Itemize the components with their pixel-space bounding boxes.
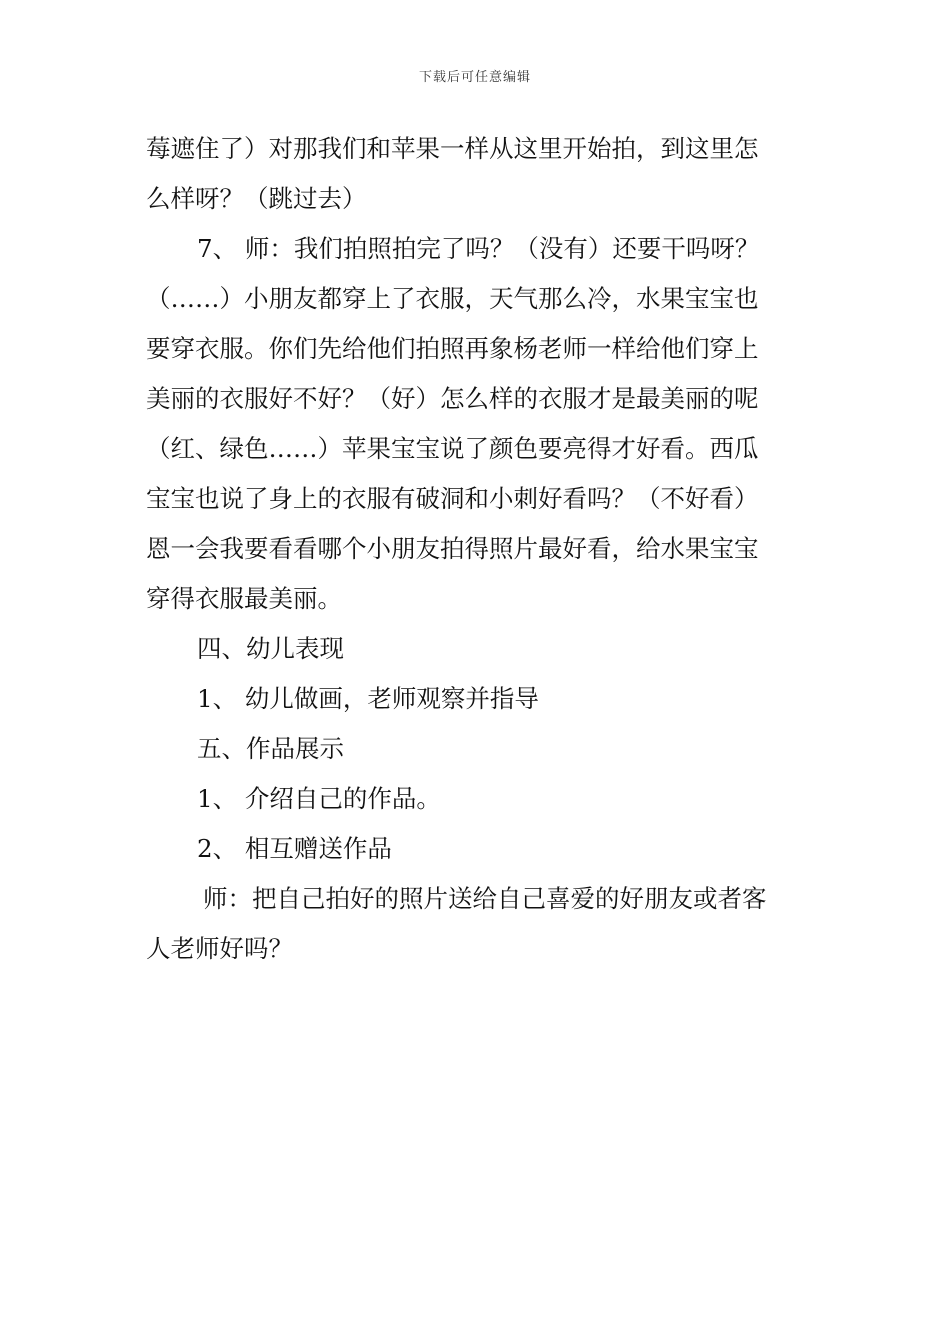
- paragraph-line: 恩一会我要看看哪个小朋友拍得照片最好看，给水果宝宝: [146, 534, 759, 563]
- paragraph-line: 美丽的衣服好不好？（好）怎么样的衣服才是最美丽的呢: [146, 384, 759, 413]
- paragraph-line: 要穿衣服。你们先给他们拍照再象杨老师一样给他们穿上: [146, 334, 759, 363]
- paragraph-line: 宝宝也说了身上的衣服有破洞和小刺好看吗？（不好看）: [146, 484, 759, 513]
- document-body: [146, 124, 806, 974]
- numbered-step-line: 2、 相互赠送作品: [197, 834, 392, 863]
- section-heading: 五、作品展示: [197, 734, 344, 763]
- paragraph-line: 人老师好吗？: [146, 934, 293, 963]
- paragraph-line: （……）小朋友都穿上了衣服，天气那么冷，水果宝宝也: [146, 284, 759, 313]
- numbered-step-line: 7、 师：我们拍照拍完了吗？（没有）还要干吗呀？: [197, 234, 760, 263]
- section-heading: 四、幼儿表现: [197, 634, 344, 663]
- paragraph-line: （红、绿色……）苹果宝宝说了颜色要亮得才好看。西瓜: [146, 434, 759, 463]
- numbered-step-line: 1、 幼儿做画，老师观察并指导: [197, 684, 539, 713]
- numbered-step-line: 1、 介绍自己的作品。: [197, 784, 441, 813]
- paragraph-line: 莓遮住了）对那我们和苹果一样从这里开始拍，到这里怎: [146, 134, 759, 163]
- paragraph-line: 穿得衣服最美丽。: [146, 584, 342, 613]
- page-header: 下载后可任意编辑: [418, 70, 531, 85]
- paragraph-line: 师：把自己拍好的照片送给自己喜爱的好朋友或者客: [203, 884, 767, 913]
- paragraph-line: 么样呀？（跳过去）: [146, 184, 367, 213]
